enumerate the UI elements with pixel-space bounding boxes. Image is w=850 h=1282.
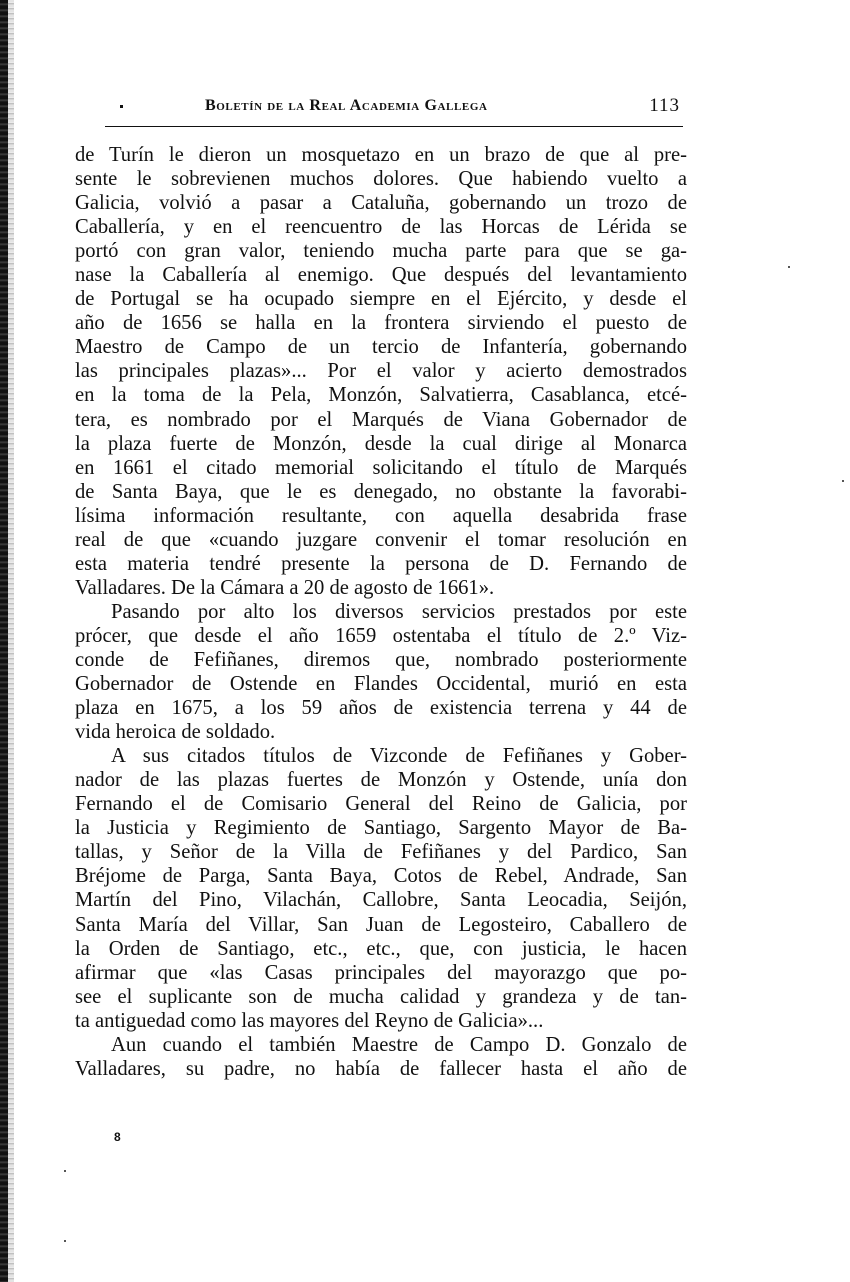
text-line: Martín del Pino, Vilachán, Callobre, Santa Leocadia, Seijón,	[75, 889, 687, 912]
text-line: Maestro de Campo de un tercio de Infantería, gobernando	[75, 336, 687, 359]
text-line: real de que «cuando juzgare convenir el tomar resolución en	[75, 528, 687, 551]
running-header	[110, 95, 690, 121]
header-rule	[105, 126, 683, 127]
text-line: A sus citados títulos de Vizconde de Fefiñanes y Gober-	[111, 745, 687, 768]
text-line: Santa María del Villar, San Juan de Legosteiro, Caballero de	[75, 913, 687, 936]
scan-speck	[64, 1170, 66, 1172]
signature-mark: 8	[114, 1130, 121, 1144]
text-line: nase la Caballería al enemigo. Que después del levantamiento	[75, 264, 687, 287]
text-line: las principales plazas»... Por el valor y acierto demostrados	[75, 360, 687, 383]
text-line: Fernando el de Comisario General del Reino de Galicia, por	[75, 793, 687, 816]
text-line: nador de las plazas fuertes de Monzón y Ostende, unía don	[75, 769, 687, 792]
text-line: Gobernador de Ostende en Flandes Occidental, murió en esta	[75, 673, 687, 696]
text-line: Caballería, y en el reencuentro de las Horcas de Lérida se	[75, 216, 687, 239]
book-binding-edge	[0, 0, 8, 1282]
text-line: vida heroica de soldado.	[75, 721, 276, 744]
text-line: see el suplicante son de mucha calidad y grandeza y de tan-	[75, 985, 687, 1008]
text-line: conde de Fefiñanes, diremos que, nombrado posteriormente	[75, 648, 687, 671]
scan-speck	[788, 266, 790, 268]
text-line: en 1661 el citado memorial solicitando el título de Marqués	[75, 456, 687, 479]
header-dot-mark	[120, 105, 123, 108]
text-line: año de 1656 se halla en la frontera sirviendo el puesto de	[75, 312, 687, 335]
text-line: de Portugal se ha ocupado siempre en el Ejército, y desde el	[75, 288, 687, 311]
text-line: la plaza fuerte de Monzón, desde la cual dirige al Monarca	[75, 432, 687, 455]
text-line: Valladares. De la Cámara a 20 de agosto de 1661».	[75, 576, 495, 599]
scan-speck	[842, 480, 844, 482]
body-text	[75, 143, 687, 1081]
text-line: Aun cuando el también Maestre de Campo D. Gonzalo de	[111, 1033, 687, 1056]
text-line: portó con gran valor, teniendo mucha parte para que se ga-	[75, 240, 687, 263]
text-line: la Justicia y Regimiento de Santiago, Sargento Mayor de Ba-	[75, 817, 687, 840]
text-line: Galicia, volvió a pasar a Cataluña, gobernando un trozo de	[75, 192, 687, 215]
text-line: en la toma de la Pela, Monzón, Salvatierra, Casablanca, etcé-	[75, 384, 687, 407]
text-line: de Turín le dieron un mosquetazo en un brazo de que al pre-	[75, 144, 687, 166]
text-line: Valladares, su padre, no había de fallecer hasta el año de	[75, 1057, 687, 1080]
scan-speck	[64, 1240, 66, 1242]
text-line: Pasando por alto los diversos servicios prestados por este	[111, 600, 687, 623]
text-line: plaza en 1675, a los 59 años de existencia terrena y 44 de	[75, 697, 687, 720]
text-line: lísima información resultante, con aquella desabrida frase	[75, 504, 687, 527]
text-line: afirmar que «las Casas principales del mayorazgo que po-	[75, 961, 687, 984]
text-line: esta materia tendré presente la persona de D. Fernando de	[75, 552, 687, 575]
text-line: prócer, que desde el año 1659 ostentaba el título de 2.º Viz-	[75, 624, 687, 647]
text-line: ta antiguedad como las mayores del Reyno de Galicia»...	[75, 1009, 544, 1032]
text-line: tera, es nombrado por el Marqués de Viana Gobernador de	[75, 408, 687, 431]
text-line: Bréjome de Parga, Santa Baya, Cotos de Rebel, Andrade, San	[75, 865, 687, 888]
text-line: de Santa Baya, que le es denegado, no obstante la favorabi-	[75, 480, 687, 503]
journal-title: Boletín de la Real Academia Gallega	[205, 97, 488, 114]
text-line: la Orden de Santiago, etc., etc., que, con justicia, le hacen	[75, 937, 687, 960]
page-number: 113	[649, 95, 680, 116]
text-line: sente le sobrevienen muchos dolores. Que habiendo vuelto a	[75, 168, 687, 191]
text-line: tallas, y Señor de la Villa de Fefiñanes y del Pardico, San	[75, 841, 687, 864]
